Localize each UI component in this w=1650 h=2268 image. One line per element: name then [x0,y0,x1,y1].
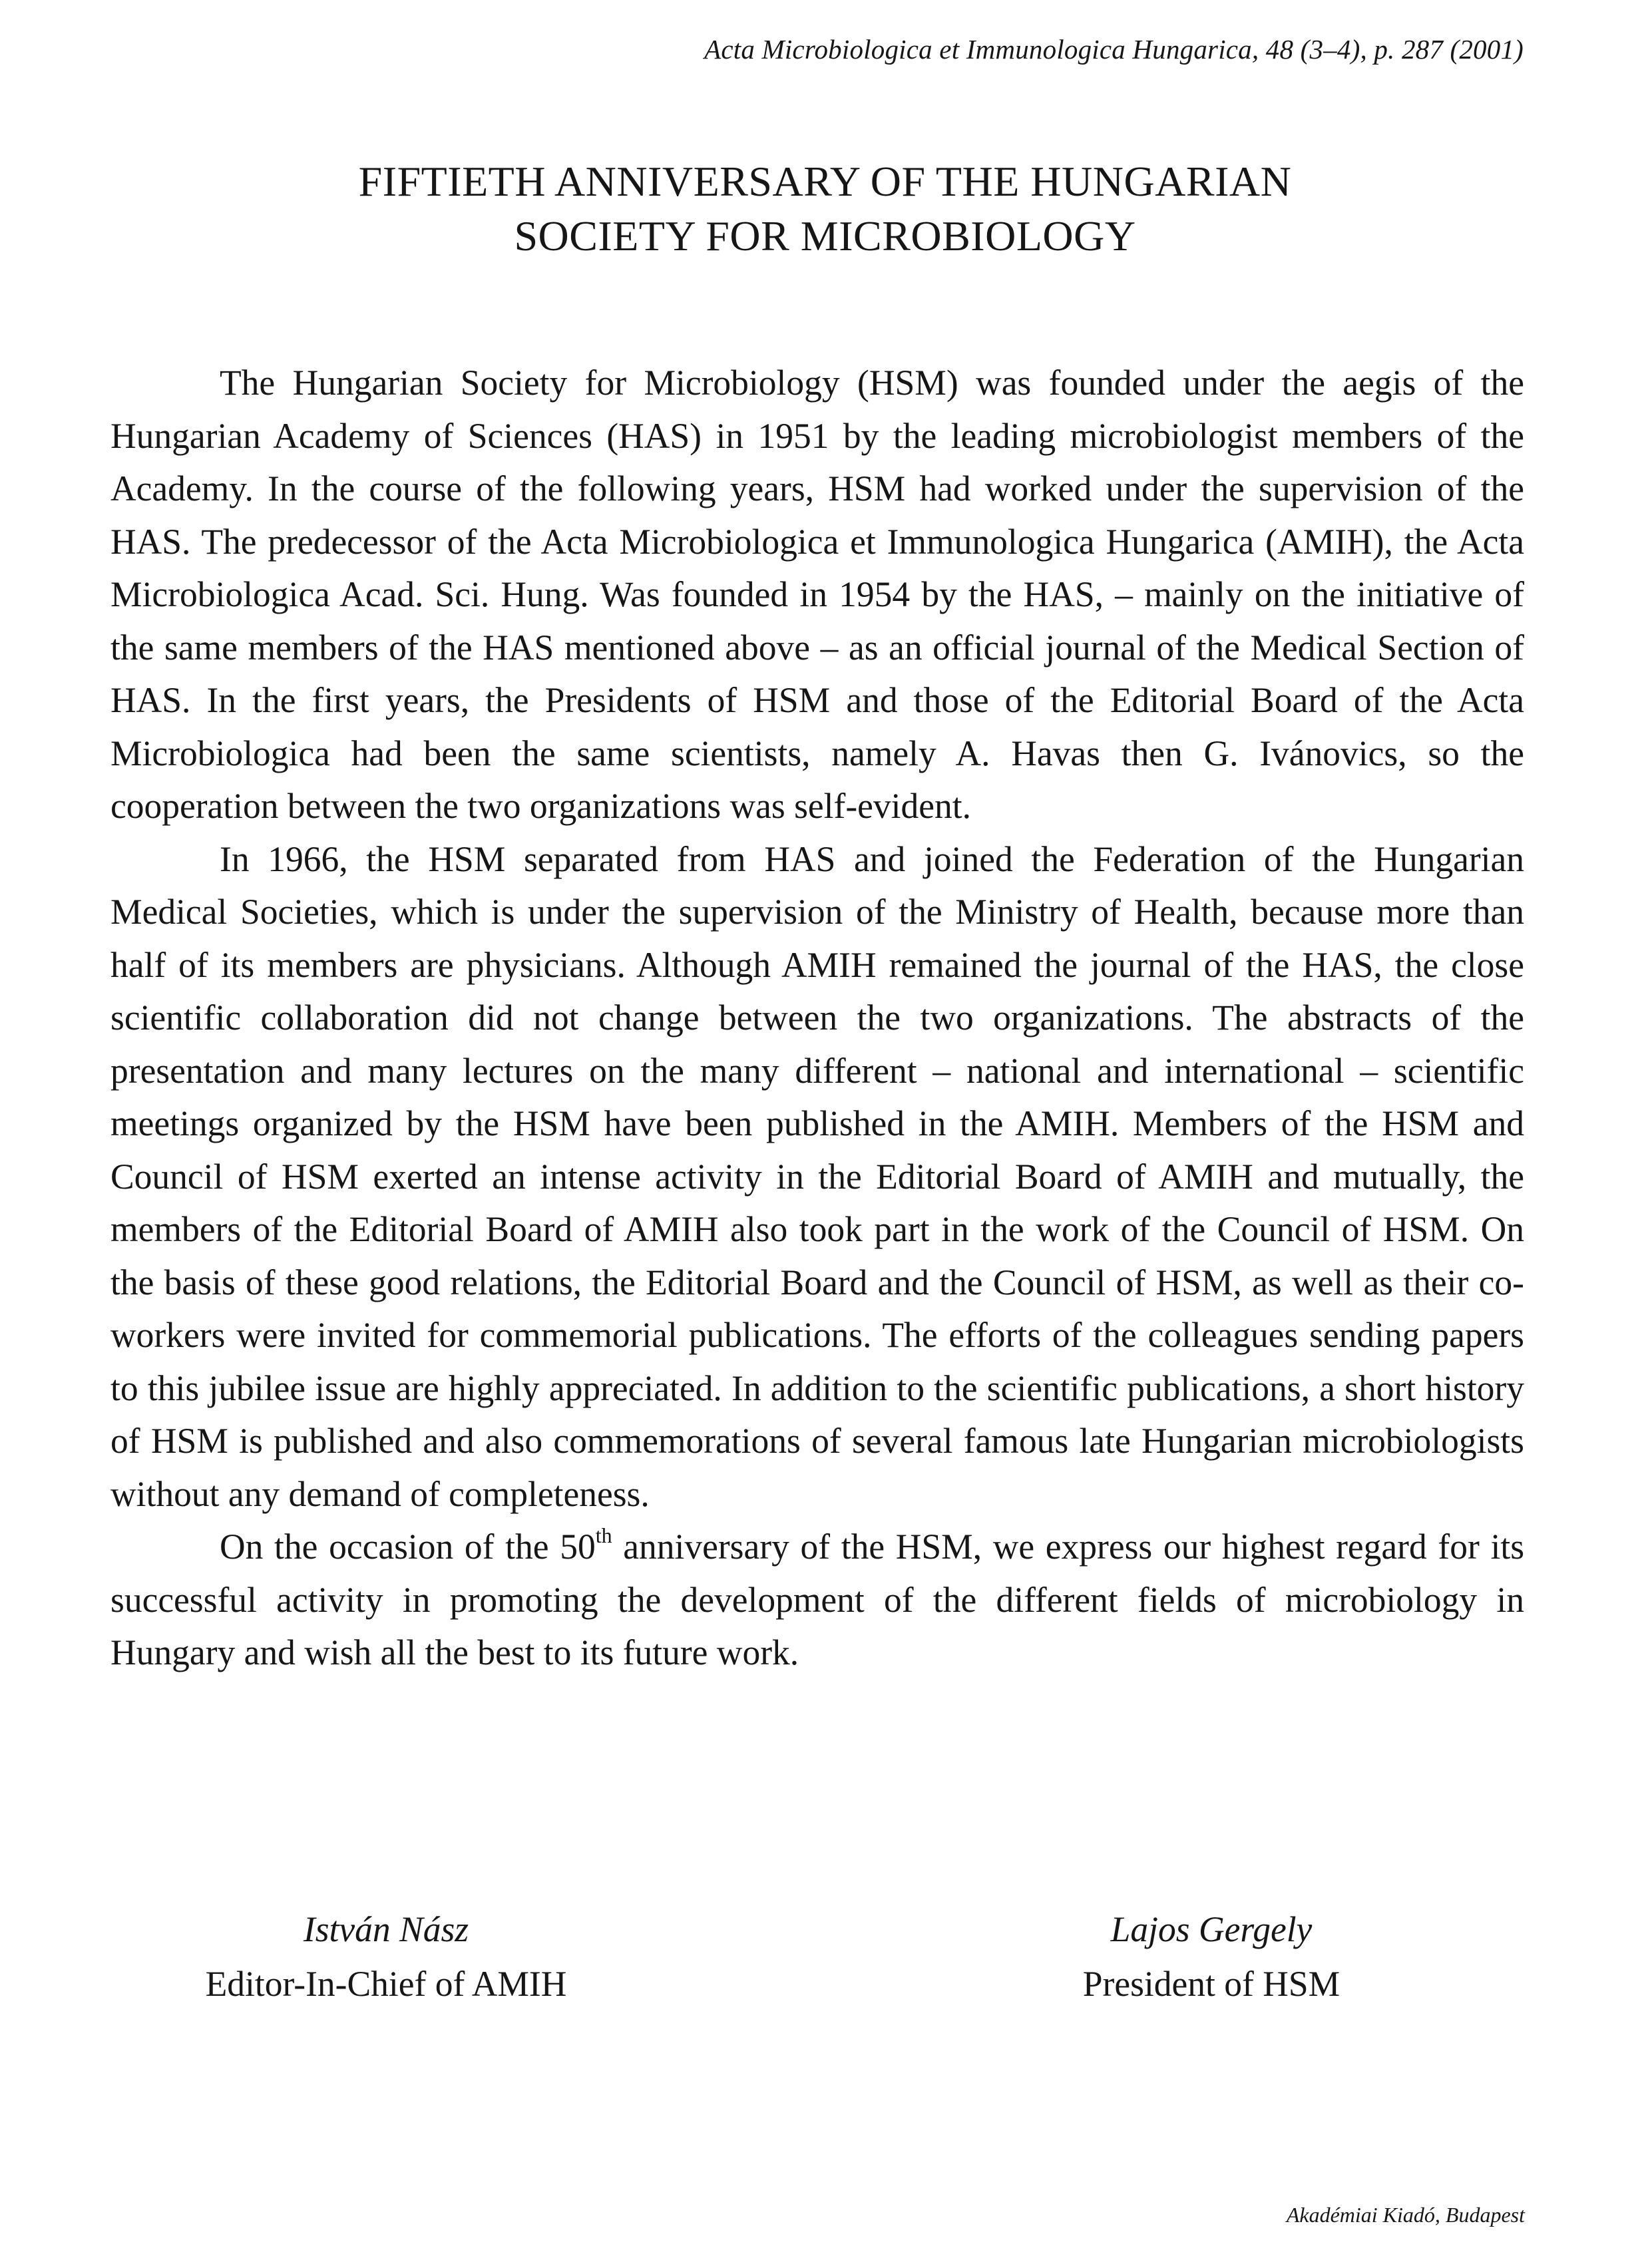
paragraph-1: The Hungarian Society for Microbiology (HSM) was founded under the aegis of the Hungarian Academy of Sciences (HAS) in 1951 by the leading microbiologist members of the Academy. In the course of the following years, HSM had worked under the supervision of the HAS. The predecessor of the Acta Microbiologica et Immunologica Hungarica (AMIH), the Acta Microbiologica Acad. Sci. Hung. Was founded in 1954 by the HAS, – mainly on the initiative of the same members of the HAS mentioned above – as an official journal of the Medical Section of HAS. In the first years, the Presidents of HSM and those of the Editorial Board of the Acta Microbiologica had been the same scientists, namely A. Havas then G. Ivánovics, so the cooperation between the two organizations was self-evident. [110,363,1524,826]
signature-role: President of HSM [1082,1964,1341,2004]
signature-role: Editor-In-Chief of AMIH [205,1964,567,2004]
signature-name: Lajos Gergely [1110,1909,1313,1949]
paragraph-2: In 1966, the HSM separated from HAS and joined the Federation of the Hungarian Medical Societies, which is under the supervision of the Ministry of Health, because more than half of its members are physicians. Although AMIH remained the journal of the HAS, the close scientific collaboration did not change between the two organizations. The abstracts of the presentation and many lectures on the many different – national and international – scientific meetings organized by the HSM have been published in the AMIH. Members of the HSM and Council of HSM exerted an intense activity in the Editorial Board of AMIH and mutually, the members of the Editorial Board of AMIH also took part in the work of the Council of HSM. On the basis of these good relations, the Editorial Board and the Council of HSM, as well as their co-workers were invited for commemorial publications. The efforts of the colleagues sending papers to this jubilee issue are highly appreciated. In addition to the scientific publications, a short history of HSM is published and also commemorations of several famous late Hungarian microbiologists without any demand of completeness. [110,839,1524,1514]
journal-citation-header: Acta Microbiologica et Immunologica Hungarica, 48 (3–4), p. 287 (2001) [704,34,1524,65]
paragraph-3 [110,1521,1524,1680]
title-line-2: SOCIETY FOR MICROBIOLOGY [514,212,1136,260]
signature-block-president [972,1902,1451,2011]
signature-name: István Nász [303,1909,469,1949]
publisher-footer: Akadémiai Kiadó, Budapest [1286,2203,1525,2227]
paragraph-3-end: anniversary of the HSM, we express our highest regard for its successful activity in promoting the development of the different fields of microbiology in Hungary and wish all the best to its future work. [110,1527,1525,1672]
paragraph-3-start: On the occasion of the 50 [220,1527,596,1567]
article-body [110,357,1524,1680]
ordinal-suffix: th [595,1523,612,1547]
signature-block-editor [146,1902,626,2011]
title-line-1: FIFTIETH ANNIVERSARY OF THE HUNGARIAN [358,158,1292,205]
article-title [0,154,1650,264]
